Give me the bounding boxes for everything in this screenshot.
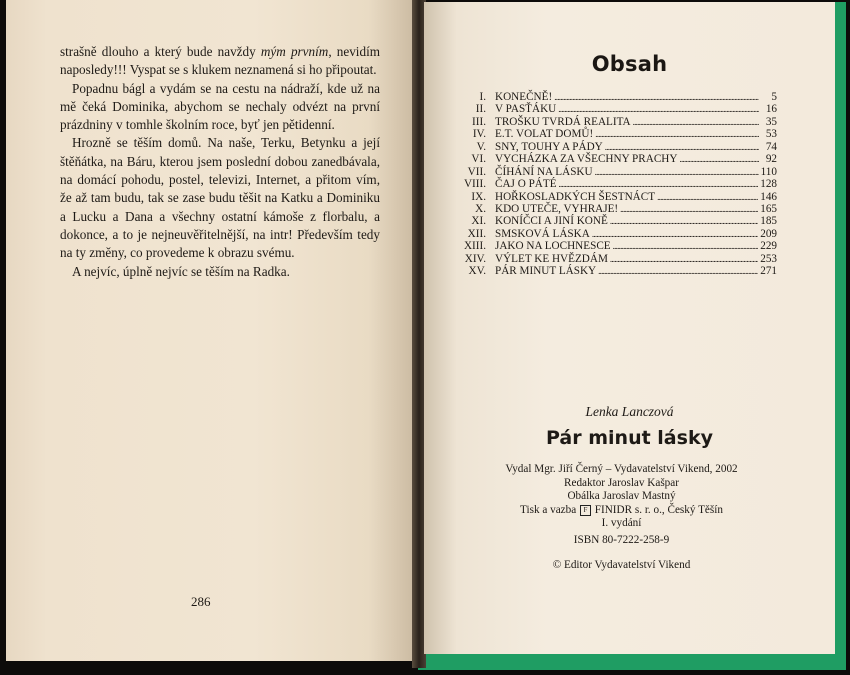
toc-entry-page: 110	[760, 165, 777, 178]
toc-entry	[460, 178, 777, 190]
toc-leader-dots	[679, 153, 759, 165]
paragraph-text: , nevidím naposledy!!! Vyspat se s klukem neznamená si ho připoutat.	[60, 44, 380, 78]
toc-entry-title: V PASŤÁKU	[495, 103, 557, 116]
toc-leader-dots	[610, 215, 758, 227]
toc-leader-dots	[613, 240, 759, 252]
toc-entry-number: VII.	[467, 165, 486, 178]
toc-entry-title: VYCHÁZKA ZA VŠECHNY PRACHY	[495, 153, 678, 166]
toc-entry-page: 146	[760, 190, 777, 203]
toc-entry-title: PÁR MINUT LÁSKY	[495, 265, 597, 278]
toc-entry-title: TROŠKU TVRDÁ REALITA	[495, 115, 631, 128]
toc-entry-number: VI.	[471, 153, 486, 166]
paragraph	[60, 80, 380, 135]
table-of-contents	[460, 91, 777, 278]
imprint-print-prefix: Tisk a vazba	[520, 503, 577, 516]
toc-entry-title: KONEČNĚ!	[495, 91, 553, 103]
toc-entry-number: XV.	[468, 265, 486, 278]
toc-entry-number: IV.	[472, 128, 486, 141]
toc-entry-title: ČAJ O PÁTÉ	[495, 178, 557, 191]
toc-leader-dots	[592, 228, 758, 240]
toc-leader-dots	[633, 116, 759, 128]
imprint-editor: Redaktor Jaroslav Kašpar	[564, 476, 679, 489]
imprint-edition: I. vydání	[601, 517, 642, 530]
imprint-print	[424, 504, 819, 518]
toc-leader-dots	[559, 178, 759, 190]
paragraph	[60, 43, 380, 80]
toc-entry-title: E.T. VOLAT DOMŮ!	[495, 128, 594, 141]
toc-entry	[460, 215, 777, 227]
author-name: Lenka Lanczová	[585, 404, 674, 419]
toc-leader-dots	[595, 128, 759, 140]
toc-entry-number: I.	[479, 91, 486, 103]
toc-leader-dots	[558, 103, 759, 115]
toc-entry-page: 165	[760, 202, 777, 215]
toc-entry-title: VÝLET KE HVĚZDÁM	[495, 252, 608, 265]
toc-entry	[460, 191, 777, 203]
imprint	[424, 463, 819, 531]
toc-entry-page: 53	[765, 128, 777, 141]
toc-entry-page: 253	[760, 252, 777, 265]
toc-entry-page: 92	[765, 153, 777, 166]
imprint-print-suffix: FINIDR s. r. o., Český Těšín	[594, 503, 723, 516]
toc-entry-number: III.	[472, 115, 486, 128]
toc-leader-dots	[595, 166, 759, 178]
toc-entry	[460, 103, 777, 115]
toc-leader-dots	[610, 253, 758, 265]
toc-leader-dots	[598, 265, 758, 277]
toc-entry-page: 209	[760, 227, 777, 240]
toc-entry-number: XIII.	[463, 240, 486, 253]
toc-entry-page: 5	[771, 91, 777, 103]
toc-leader-dots	[657, 191, 758, 203]
body-text	[60, 43, 380, 281]
toc-entry	[460, 265, 777, 277]
toc-entry-number: V.	[476, 140, 486, 153]
toc-leader-dots	[620, 203, 758, 215]
toc-entry-number: XI.	[471, 215, 486, 228]
toc-entry-page: 271	[760, 265, 777, 278]
paragraph-text: Popadnu bágl a vydám se na cestu na nádraží, kde už na mě čeká Dominika, abychom se nechaly odvézt na první prázdniny v tomhle školním roce, byť jen pětidenní.	[60, 80, 380, 133]
imprint-publisher: Vydal Mgr. Jiří Černý – Vydavatelství Vikend, 2002	[505, 463, 738, 475]
toc-entry-page: 128	[760, 178, 777, 191]
paragraph	[60, 134, 380, 262]
book-title: Pár minut lásky	[546, 427, 713, 449]
isbn: ISBN 80-7222-258-9	[573, 534, 670, 546]
toc-entry-number: XII.	[467, 227, 486, 240]
toc-entry	[460, 240, 777, 252]
italic-text: mým prvním	[260, 44, 329, 59]
paragraph-text: A nejvíc, úplně nejvíc se těším na Radka.	[72, 263, 290, 279]
toc-entry	[460, 91, 777, 103]
printer-logo-icon: F	[580, 505, 591, 516]
page-number: 286	[191, 594, 211, 609]
toc-entry-number: XIV.	[464, 252, 486, 265]
paragraph-text: strašně dlouho a který bude navždy	[60, 44, 261, 59]
toc-entry-page: 74	[765, 140, 777, 153]
toc-title: Obsah	[591, 52, 668, 76]
toc-entry	[460, 203, 777, 215]
toc-entry-title: SMSKOVÁ LÁSKA	[495, 227, 590, 240]
left-page	[6, 0, 418, 661]
toc-entry-title: SNY, TOUHY A PÁDY	[495, 140, 603, 153]
paragraph	[60, 263, 380, 281]
toc-entry-page: 185	[760, 215, 777, 228]
toc-entry-number: X.	[475, 202, 486, 215]
toc-entry	[460, 141, 777, 153]
toc-entry-title: KDO UTEČE, VYHRAJE!	[495, 202, 619, 215]
copyright: © Editor Vydavatelství Vikend	[552, 559, 691, 571]
toc-entry	[460, 116, 777, 128]
toc-entry-page: 16	[765, 103, 777, 116]
toc-entry	[460, 228, 777, 240]
toc-entry-title: ČÍHÁNÍ NA LÁSKU	[495, 165, 593, 178]
toc-entry	[460, 253, 777, 265]
toc-entry-title: HOŘKOSLADKÝCH ŠESTNÁCT	[495, 190, 656, 203]
toc-entry	[460, 128, 777, 140]
paragraph-text: Hrozně se těším domů. Na naše, Terku, Betynku a její štěňátka, na Báru, kterou jsem poslední dobou zanedbávala, na domácí pohodu, postel, televizi, Internet, a přitom vím, že až tam budu, tak se zase budu těšit na Katku a Dominiku a Lucku a Dana a všechny ostatní kámoše z florbalu, a dokonce, a to je nejneuvěřitelnější, na intr! Především tedy na ty změny, co provedeme k obrazu svému.	[60, 135, 380, 261]
toc-entry-number: VIII.	[463, 178, 486, 191]
right-page	[424, 2, 835, 654]
toc-entry-title: JAKO NA LOCHNESCE	[495, 240, 611, 253]
toc-leader-dots	[554, 91, 759, 103]
toc-entry-page: 35	[765, 115, 777, 128]
toc-entry-page: 229	[760, 240, 777, 253]
toc-entry-number: II.	[475, 103, 486, 116]
toc-entry	[460, 153, 777, 165]
toc-entry-number: IX.	[471, 190, 486, 203]
toc-entry-title: KONÍČCI A JINÍ KONĚ	[495, 215, 608, 228]
toc-entry	[460, 166, 777, 178]
imprint-cover: Obálka Jaroslav Mastný	[567, 490, 676, 503]
toc-leader-dots	[605, 141, 759, 153]
